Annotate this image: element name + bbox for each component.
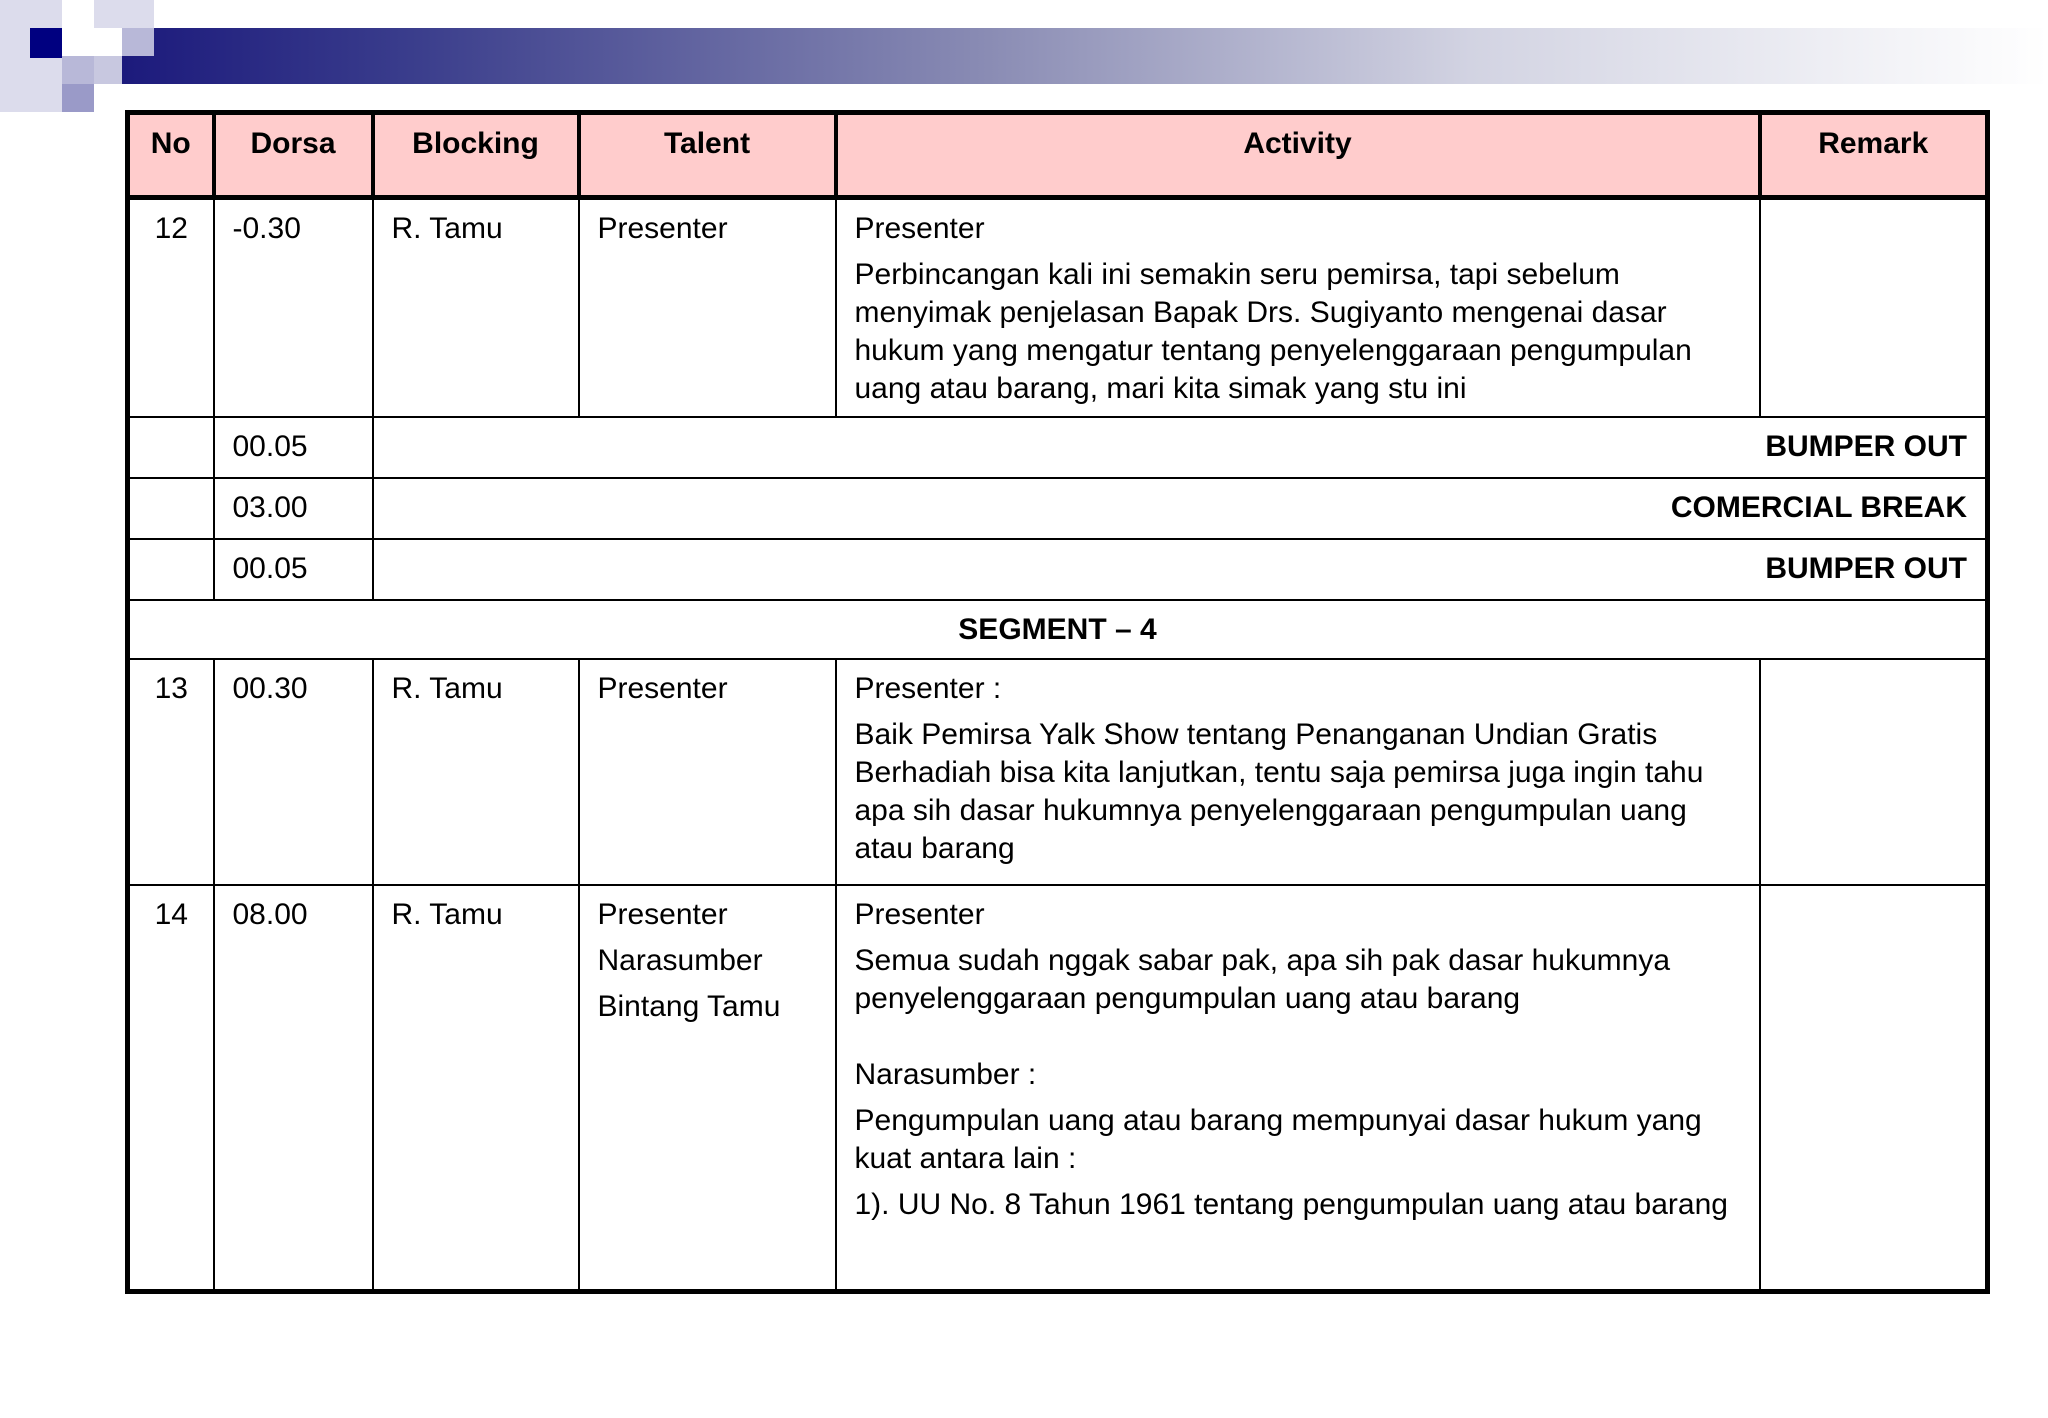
cell-activity: [836, 198, 1760, 418]
header-remark: Remark: [1760, 113, 1988, 198]
cell-dorsa: 03.00: [214, 478, 373, 539]
cell-remark: [1760, 198, 1988, 418]
cell-blocking: R. Tamu: [373, 885, 579, 1291]
cell-remark: [1760, 885, 1988, 1291]
cell-no: 13: [128, 659, 214, 885]
header-decor-square: [94, 0, 154, 28]
cell-dorsa: 08.00: [214, 885, 373, 1291]
break-label: BUMPER OUT: [373, 539, 1988, 600]
table-row-break: [128, 417, 1988, 478]
activity-text: Pengumpulan uang atau barang mempunyai dasar hukum yang kuat antara lain :: [854, 1104, 1702, 1175]
cell-no: [128, 478, 214, 539]
cell-activity: [836, 885, 1760, 1291]
cell-remark: [1760, 659, 1988, 885]
cell-no: [128, 539, 214, 600]
table-row-break: [128, 478, 1988, 539]
segment-title: SEGMENT – 4: [128, 600, 1988, 659]
cell-dorsa: 00.30: [214, 659, 373, 885]
header-activity: Activity: [836, 113, 1760, 198]
cell-talent: Presenter: [579, 198, 836, 418]
table-row: [128, 198, 1988, 418]
table-row: [128, 659, 1988, 885]
cell-talent: [579, 885, 836, 1291]
segment-row: [128, 600, 1988, 659]
table-row: [128, 885, 1988, 1291]
cell-no: 14: [128, 885, 214, 1291]
cell-no: [128, 417, 214, 478]
header-talent: Talent: [579, 113, 836, 198]
cell-no: 12: [128, 198, 214, 418]
header-decor-square: [62, 84, 94, 112]
header-decor-square: [94, 56, 122, 84]
header-dorsa: Dorsa: [214, 113, 373, 198]
activity-text: Baik Pemirsa Yalk Show tentang Penanganan Undian Gratis Berhadiah bisa kita lanjutkan, tentu saja pemirsa juga ingin tahu apa sih dasar hukumnya penyelenggaraan pengumpulan uang atau barang: [854, 718, 1704, 865]
header-decor-square: [30, 28, 62, 58]
cell-blocking: R. Tamu: [373, 198, 579, 418]
header-blocking: Blocking: [373, 113, 579, 198]
header-decor-square: [122, 28, 154, 56]
activity-speaker: Presenter: [854, 898, 985, 931]
talent-name: Presenter: [597, 898, 728, 931]
activity-text: Perbincangan kali ini semakin seru pemirsa, tapi sebelum menyimak penjelasan Bapak Drs. Sugiyanto mengenai dasar hukum yang mengatur tentang penyelenggaraan pengumpulan uang atau barang, mari kita simak yang stu ini: [854, 258, 1692, 405]
cell-activity: [836, 659, 1760, 885]
header-gradient-bar: [122, 28, 2048, 84]
talent-name: Narasumber: [597, 944, 763, 977]
talent-name: Bintang Tamu: [597, 990, 781, 1023]
activity-speaker: Presenter :: [854, 672, 1002, 705]
cell-dorsa: 00.05: [214, 539, 373, 600]
break-label: BUMPER OUT: [373, 417, 1988, 478]
activity-speaker: Narasumber :: [854, 1058, 1037, 1091]
spacer: [855, 1018, 1741, 1056]
activity-list-item: 1). UU No. 8 Tahun 1961 tentang pengumpulan uang atau barang: [854, 1188, 1728, 1221]
activity-speaker: Presenter: [854, 212, 985, 245]
header-no: No: [128, 113, 214, 198]
break-label: COMERCIAL BREAK: [373, 478, 1988, 539]
cell-dorsa: -0.30: [214, 198, 373, 418]
header-decor-square: [62, 56, 94, 84]
activity-text: Semua sudah nggak sabar pak, apa sih pak dasar hukumnya penyelenggaraan pengumpulan uang atau barang: [854, 944, 1671, 1015]
cell-blocking: R. Tamu: [373, 659, 579, 885]
rundown-table: [125, 110, 1990, 1294]
cell-talent: Presenter: [579, 659, 836, 885]
cell-dorsa: 00.05: [214, 417, 373, 478]
table-header-row: [128, 113, 1988, 198]
table-row-break: [128, 539, 1988, 600]
